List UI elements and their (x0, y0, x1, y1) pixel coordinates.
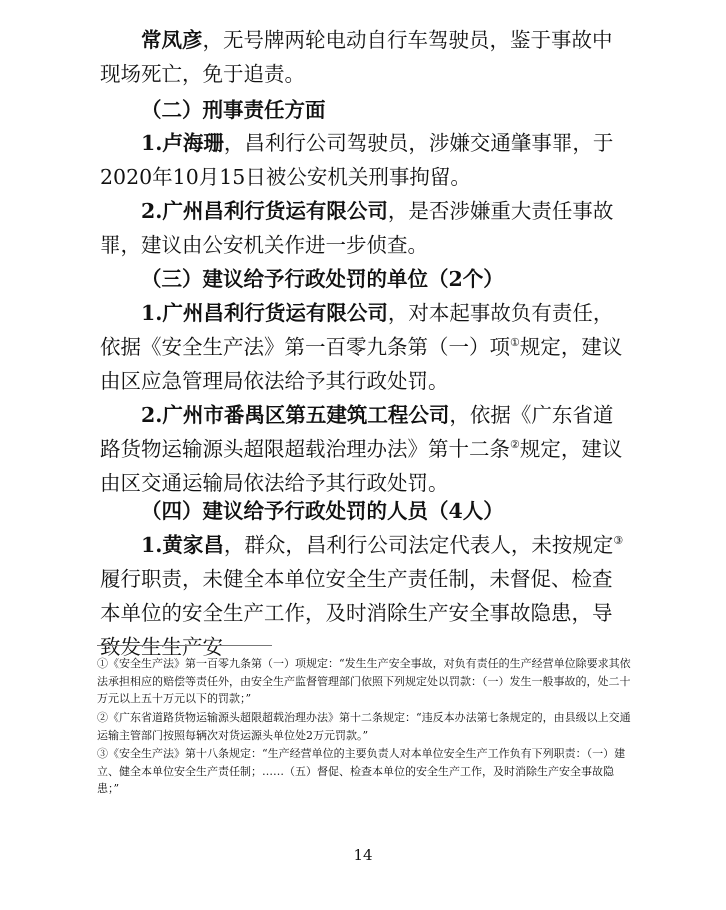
footnote-ref-1[interactable]: ① (510, 336, 520, 350)
company-name: 2.广州昌利行货运有限公司 (141, 199, 388, 223)
paragraph-panyu-construction (100, 398, 632, 500)
footnote-ref-2[interactable]: ② (510, 438, 520, 452)
paragraph-text: 规定，建议由区应急管理局依法给予其行政处罚。 (100, 335, 623, 393)
section-heading-penalized-units: （三）建议给予行政处罚的单位（2个） (141, 267, 504, 291)
footnote-ref-3[interactable]: ③ (613, 534, 624, 548)
paragraph-text: 规定，建议由区交通运输局依法给予其行政处罚。 (100, 437, 623, 495)
paragraph-text: ，依据《广东省道路货物运输源头超限超载治理办法》第十二条 (100, 403, 614, 461)
company-name: 2.广州市番禺区第五建筑工程公司 (141, 403, 450, 427)
footnote-3: ③《安全生产法》第十八条规定：“生产经营单位的主要负责人对本单位安全生产工作负有下列职责：（一）建立、健全本单位安全生产责任制；……（五）督促、检查本单位的安全生产工作，及时消除生产安全事故隐患；” (97, 747, 626, 795)
paragraph-chang-fengyan (100, 23, 632, 91)
paragraph-text: ，是否涉嫌重大责任事故罪，建议由公安机关作进一步侦查。 (100, 199, 614, 257)
paragraph-huang-jiachang (100, 528, 632, 664)
company-name: 1.广州昌利行货运有限公司 (141, 301, 388, 325)
paragraph-changlixing-penalty (100, 296, 632, 398)
paragraph-text: ，无号牌两轮电动自行车驾驶员，鉴于事故中现场死亡，免于追责。 (100, 28, 613, 86)
paragraph-text: 履行职责，未健全本单位安全生产责任制，未督促、检查本单位的安全生产工作，及时消除生产安全事故隐患，导致发生生产安 (100, 567, 613, 659)
footnote-separator (97, 645, 272, 646)
footnote-2: ②《广东省道路货物运输源头超限超载治理办法》第十二条规定：“违反本办法第七条规定的，由县级以上交通运输主管部门按照每辆次对货运源头单位处2万元罚款。” (97, 711, 631, 742)
section-heading-criminal-liability: （二）刑事责任方面 (141, 98, 326, 122)
person-name: 1.卢海珊 (141, 131, 224, 155)
paragraph-text: ，对本起事故负有责任，依据《安全生产法》第一百零九条第（一）项 (100, 301, 614, 359)
paragraph-text: ，昌利行公司驾驶员，涉嫌交通肇事罪，于2020年10月15日被公安机关刑事拘留。 (100, 131, 614, 189)
paragraph-changlixing-criminal (100, 194, 632, 262)
person-name: 1.黄家昌 (141, 533, 224, 557)
footnote-1: ①《安全生产法》第一百零九条第（一）项规定：“发生生产安全事故，对负有责任的生产经营单位除要求其依法承担相应的赔偿等责任外，由安全生产监督管理部门依照下列规定处以罚款：（一）发生一般事故的，处二十万元以上五十万元以下的罚款；” (97, 657, 631, 705)
page-number: 14 (353, 846, 373, 864)
section-heading-penalized-persons: （四）建议给予行政处罚的人员（4人） (141, 499, 504, 523)
paragraph-lu-haishan (100, 126, 632, 194)
person-name: 常凤彦 (141, 28, 203, 52)
paragraph-text: ，群众，昌利行公司法定代表人，未按规定 (223, 533, 614, 557)
